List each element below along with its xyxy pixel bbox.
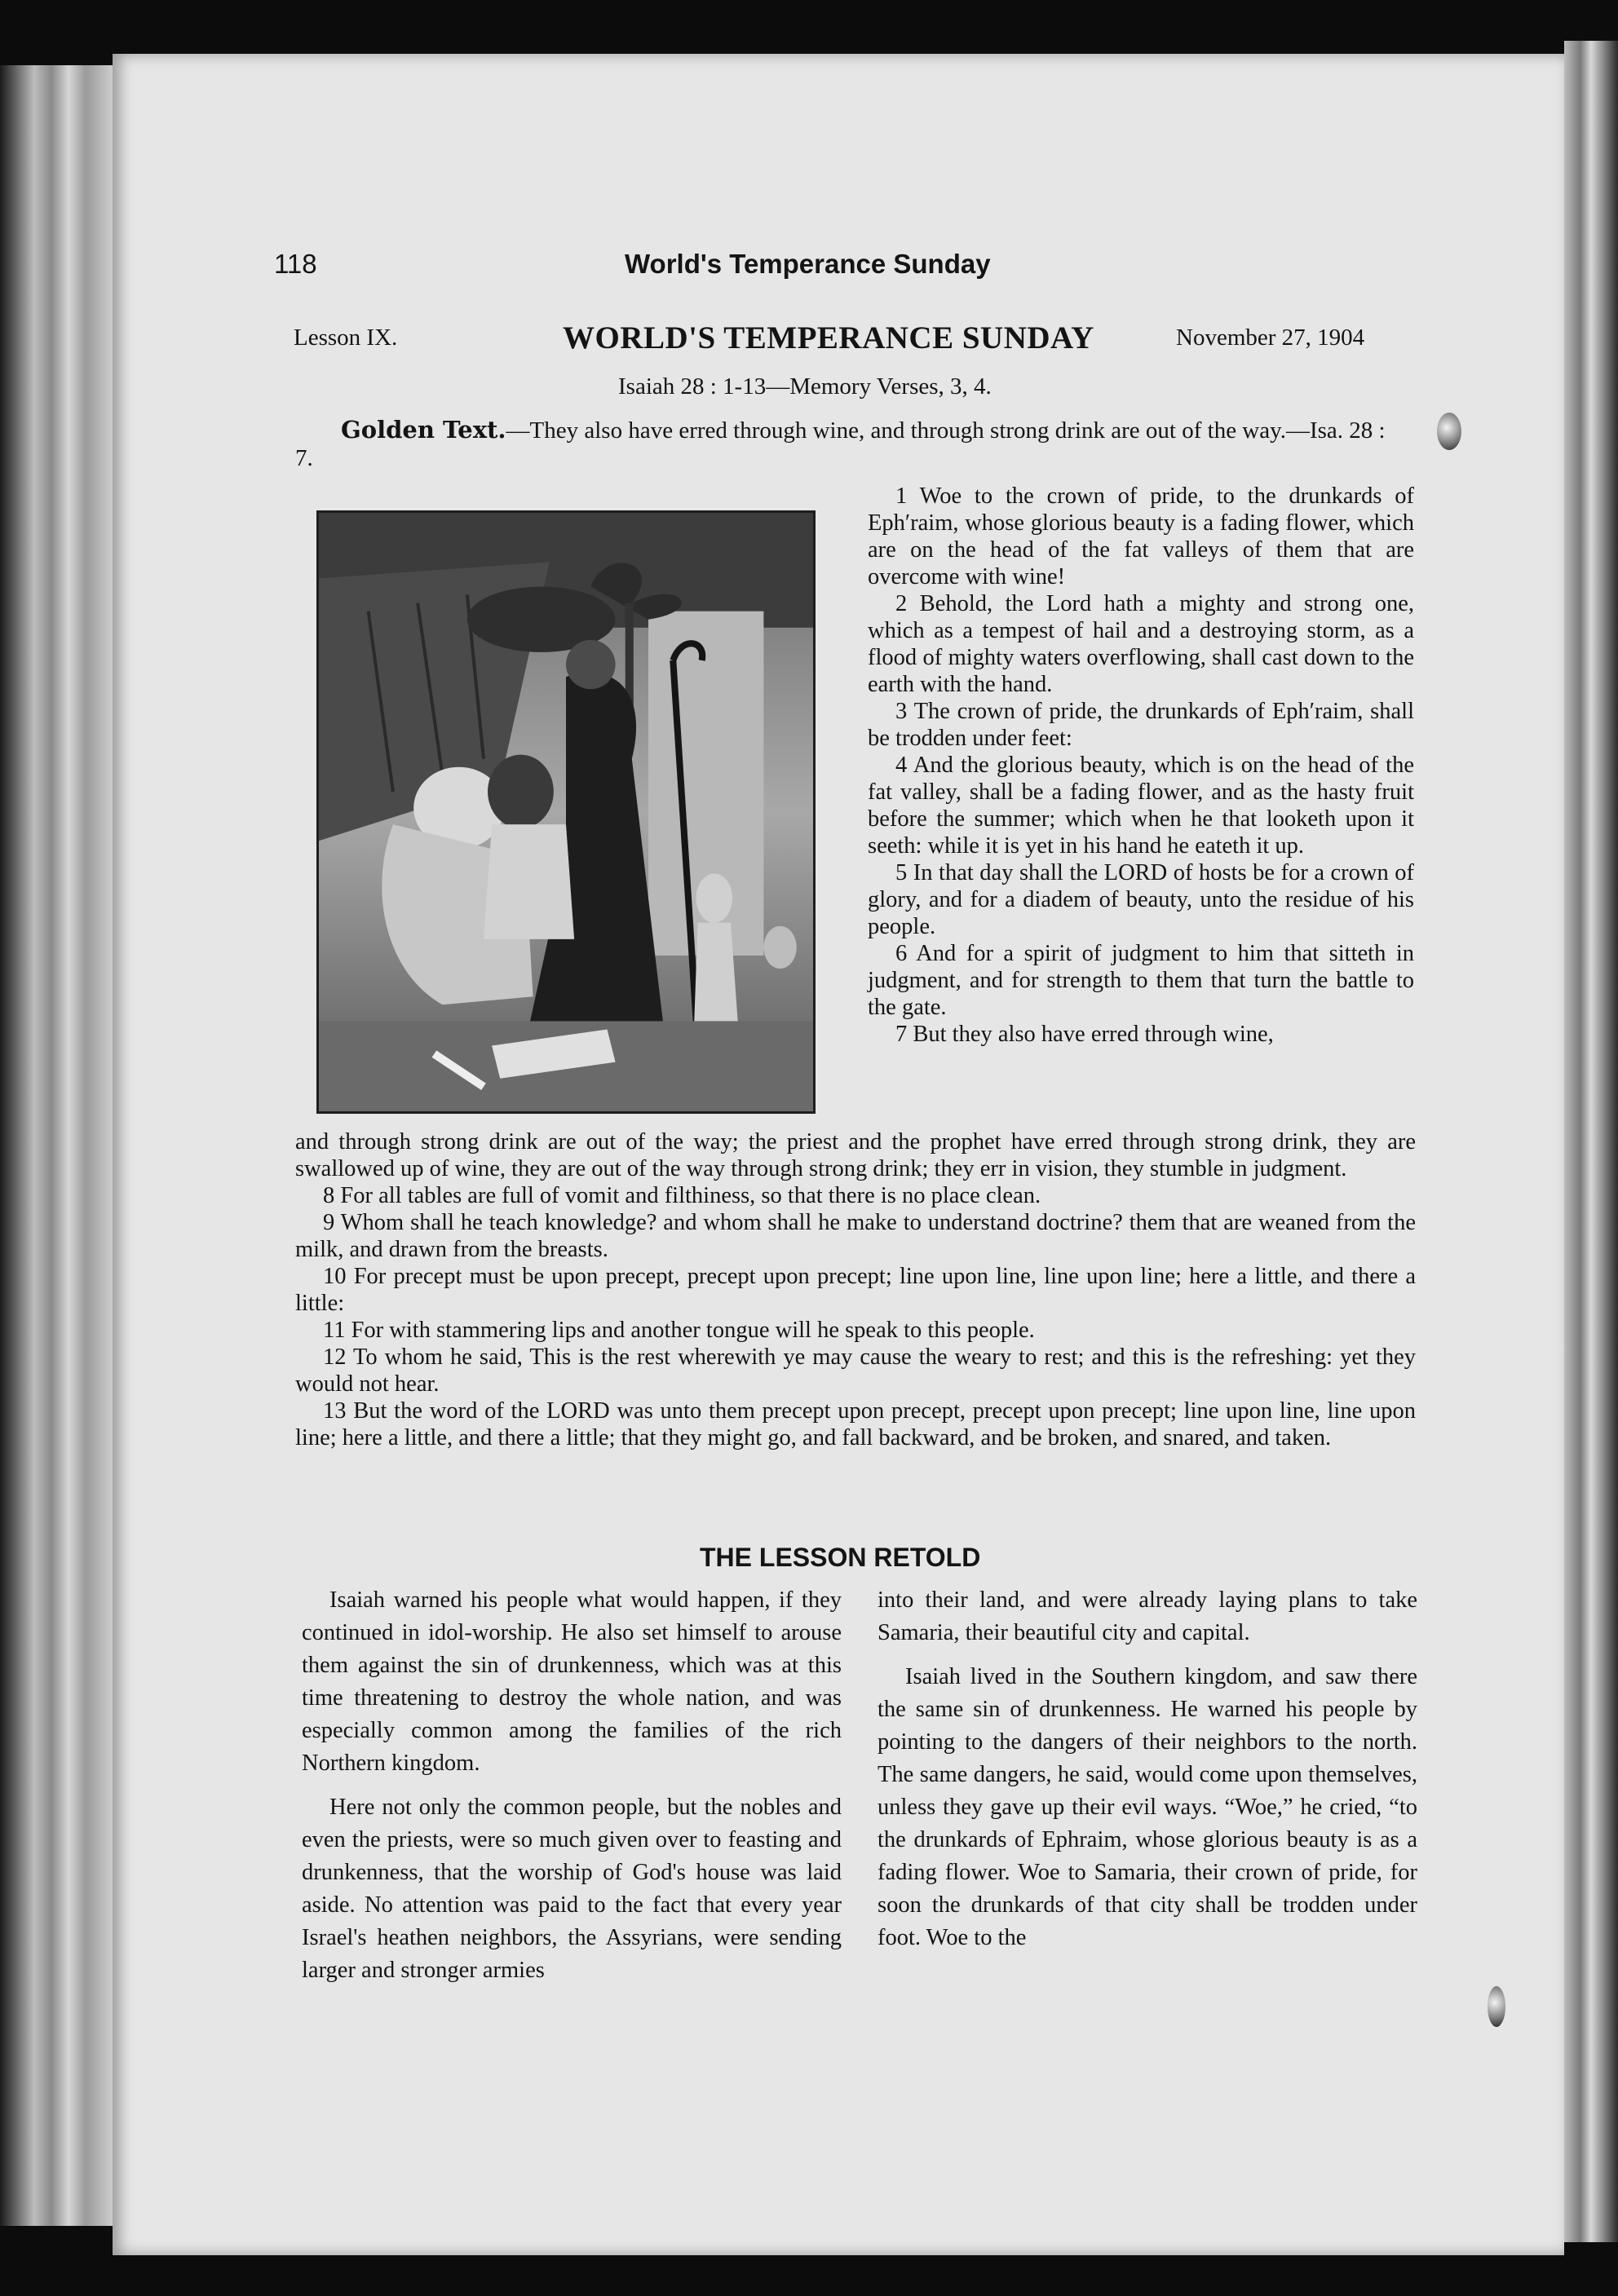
- engraving-illustration: [316, 510, 816, 1114]
- engraving-icon: [319, 513, 813, 1111]
- golden-text: [295, 416, 1408, 472]
- verse-13: 13 But the word of the LORD was unto them precept upon precept, precept upon precept; line upon line, line upon line; here a little, and there a little; that they might go, and fall backward, and be broken, and snared, and taken.: [295, 1398, 1416, 1450]
- retold-paragraph: Isaiah warned his people what would happen, if they continued in idol-worship. He also set himself to arouse them against the sin of drunkenness, which was at this time threatening to destroy the whole nation, and was especially common among the families of the rich Northern kingdom.: [302, 1587, 842, 1776]
- running-title: World's Temperance Sunday: [625, 249, 991, 279]
- verse-9: 9 Whom shall he teach knowledge? and whom shall he make to understand doctrine? them that are weaned from the milk, and drawn from the breasts.: [295, 1210, 1416, 1262]
- binding-hole-mark: [1488, 1986, 1505, 2027]
- retold-column-left: [302, 1584, 842, 1998]
- golden-text-label: Golden Text.: [341, 416, 506, 444]
- verse-1: 1 Woe to the crown of pride, to the drunkards of Eph′raim, whose glorious beauty is a fading flower, which are on the head of the fat valleys of them that are overcome with wine!: [868, 483, 1414, 589]
- verse-8: 8 For all tables are full of vomit and filthiness, so that there is no place clean.: [323, 1183, 1041, 1208]
- page-number: 118: [274, 249, 317, 279]
- verse-5: 5 In that day shall the LORD of hosts be for a crown of glory, and for a diadem of beauty, unto the residue of his people.: [868, 860, 1414, 939]
- lesson-title: WORLD'S TEMPERANCE SUNDAY: [563, 320, 1094, 355]
- verse-7-continued: and through strong drink are out of the way; the priest and the prophet have erred through strong drink, they are swallowed up of wine, they are out of the way through strong drink; they err in vision, they stumble in judgment.: [295, 1129, 1416, 1181]
- verse-7-start: 7 But they also have erred through wine,: [895, 1022, 1274, 1047]
- lesson-date: November 27, 1904: [1176, 325, 1365, 351]
- retold-paragraph: into their land, and were already laying plans to take Samaria, their beautiful city and capital.: [878, 1587, 1417, 1645]
- verse-10: 10 For precept must be upon precept, precept upon precept; line upon line, line upon line; here a little, and there a little:: [295, 1264, 1416, 1316]
- lesson-number: Lesson IX.: [294, 325, 398, 351]
- verse-6: 6 And for a spirit of judgment to him that sitteth in judgment, and for strength to them that turn the battle to the gate.: [868, 941, 1414, 1020]
- retold-column-right: [878, 1584, 1417, 1966]
- section-heading-lesson-retold: THE LESSON RETOLD: [700, 1543, 981, 1572]
- retold-paragraph: Here not only the common people, but the nobles and even the priests, were so much given over to feasting and drunkenness, that the worship of God's house was laid aside. No attention was paid to the fact that every year Israel's heathen neighbors, the Assyrians, were sending larger and stronger armies: [302, 1795, 842, 1983]
- verse-2: 2 Behold, the Lord hath a mighty and strong one, which as a tempest of hail and a destroying storm, as a flood of mighty waters overflowing, shall cast down to the earth with the hand.: [868, 591, 1414, 697]
- scripture-reference: Isaiah 28 : 1-13—Memory Verses, 3, 4.: [618, 373, 992, 400]
- verse-12: 12 To whom he said, This is the rest wherewith ye may cause the weary to rest; and this is the refreshing: yet they would not hear.: [295, 1344, 1416, 1397]
- verse-3: 3 The crown of pride, the drunkards of Eph′raim, shall be trodden under feet:: [868, 699, 1414, 751]
- scripture-verses-column: [868, 483, 1414, 1048]
- verse-4: 4 And the glorious beauty, which is on the head of the fat valley, shall be a fading flower, and as the hasty fruit before the summer; which when he that looketh upon it seeth: while it is yet in his hand he eateth it up.: [868, 753, 1414, 859]
- verse-11: 11 For with stammering lips and another tongue will he speak to this people.: [323, 1318, 1035, 1343]
- scripture-verses-full-width: [295, 1128, 1416, 1451]
- book-spine-left: [0, 65, 114, 2226]
- binding-hole-mark: [1437, 413, 1461, 450]
- golden-text-body: —They also have erred through wine, and through strong drink are out of the way.—Isa. 28 : 7.: [295, 417, 1386, 471]
- book-edge-right: [1564, 41, 1618, 2242]
- retold-paragraph: Isaiah lived in the Southern kingdom, and saw there the same sin of drunkenness. He warned his people by pointing to the dangers of their neighbors to the north. The same dangers, he said, would come upon themselves, unless they gave up their evil ways. “Woe,” he cried, “to the drunkards of Ephraim, whose glorious beauty is as a fading flower. Woe to Samaria, their crown of pride, for soon the drunkards of that city shall be trodden under foot. Woe to the: [878, 1664, 1417, 1950]
